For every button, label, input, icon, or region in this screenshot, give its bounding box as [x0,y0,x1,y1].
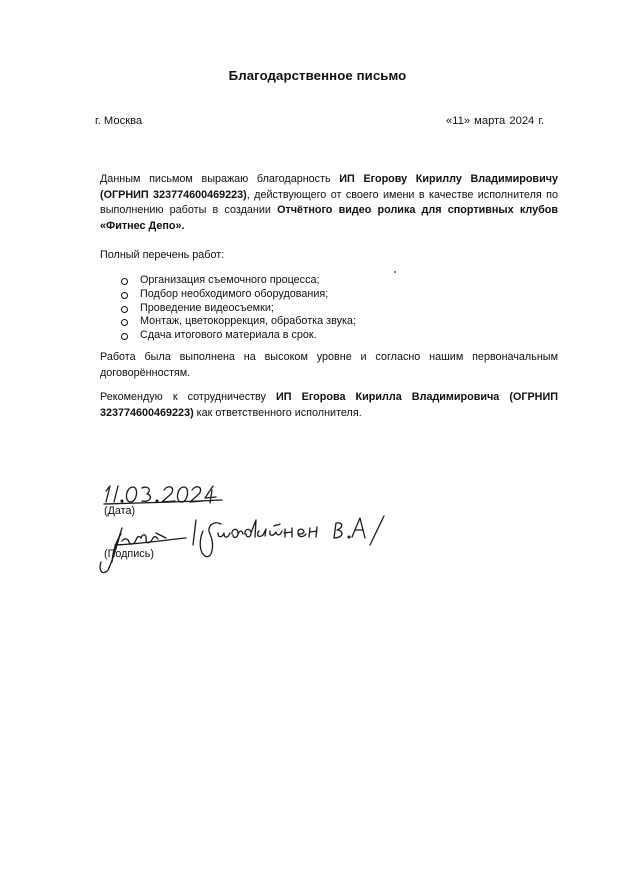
scan-speck [394,271,396,273]
recommendation-text-end: как ответственного исполнителя. [193,406,362,419]
list-item-text: Подбор необходимого оборудования; [140,287,329,300]
signature [100,516,384,573]
bullet-icon [121,306,128,313]
list-item [121,288,356,302]
letter-city: г. Москва [95,115,143,127]
gratitude-text-intro: Данным письмом выражаю благодарность [100,173,340,185]
list-item [121,274,356,288]
date-caption: (Дата) [104,505,136,517]
letter-date: «11» марта 2024 г. [446,115,545,127]
recommendation-text-intro: Рекомендую к сотрудничеству [100,391,277,403]
quality-paragraph: Работа была выполнена на высоком уровне и согласно нашим первоначальным договорённостям. [100,351,558,379]
list-item-text: Монтаж, цветокоррекция, обработка звука; [140,315,356,328]
bullet-icon [121,292,128,299]
letter-title: Благодарственное письмо [228,68,407,83]
recommended-contractor: ИП Егорова Кирилла Владимировича (ОГРНИП 323774600469223) [100,391,558,419]
list-item [121,315,356,329]
recommendation-paragraph [100,390,558,421]
project-name: Отчётного видео ролика для спортивных клубов «Фитнес Депо». [100,204,558,232]
list-item-text: Сдача итогового материала в срок. [140,329,317,342]
works-list-title: Полный перечень работ: [100,249,225,261]
handwritten-date [104,486,222,504]
list-item [121,329,356,343]
gratitude-text-middle: , действующего от своего имени в качестве исполнителя по выполнению работы в создании [100,188,558,216]
bullet-icon [121,319,128,326]
gratitude-paragraph [100,172,558,234]
contractor-name: ИП Егорову Кириллу Владимировичу (ОГРНИП 323774600469223) [100,173,558,201]
list-item-text: Организация съемочного процесса; [140,274,320,286]
list-item-text: Проведение видеосъемки; [140,301,274,314]
works-list [121,274,356,343]
signature-caption: (Подпись) [104,548,154,560]
bullet-icon [121,278,128,285]
bullet-icon [121,333,128,340]
list-item [121,302,356,316]
